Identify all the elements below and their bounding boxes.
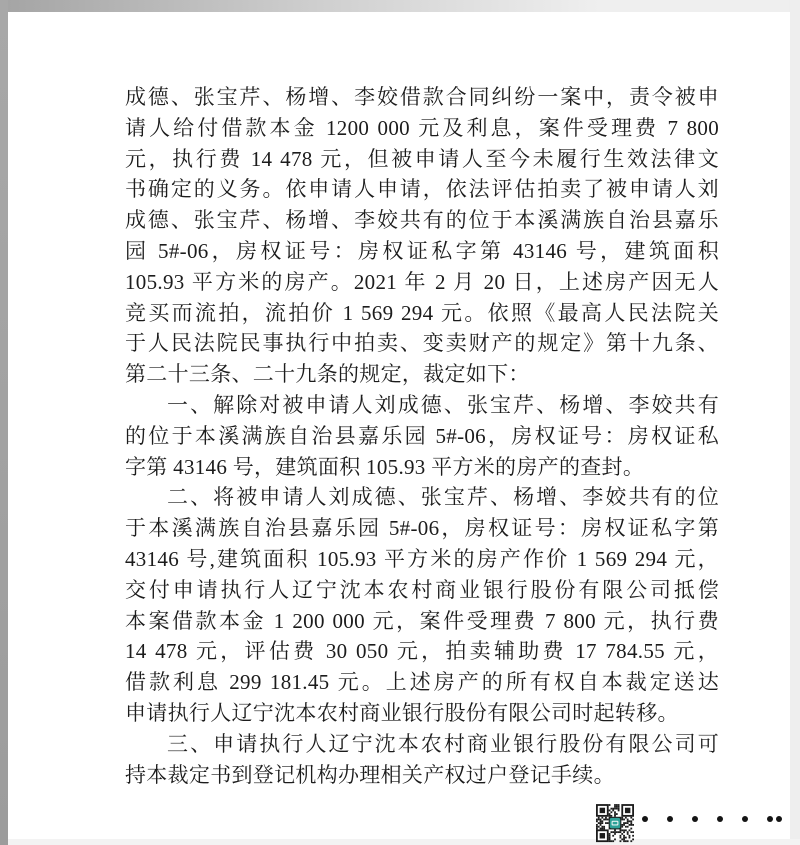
document-line: 成德、张宝芹、杨增、李姣借款合同纠纷一案中，责令被申 [125, 85, 719, 109]
dot [776, 816, 782, 822]
document-line: 43146 号,建筑面积 105.93 平方米的房产作价 1 569 294 元， [125, 546, 719, 571]
dot-group [717, 816, 726, 822]
document-line: 借款利息 299 181.45 元。上述房产的所有权自本裁定送达 [125, 670, 719, 695]
dot-group [642, 816, 651, 822]
document-line: 的位于本溪满族自治县嘉乐园 5#-06，房权证号：房权证私 [125, 423, 719, 448]
dot-group [692, 816, 701, 822]
document-line: 持本裁定书到登记机构办理相关产权过户登记手续。 [125, 762, 615, 787]
scan-frame-right [789, 0, 800, 845]
document-line: 交付申请执行人辽宁沈本农村商业银行股份有限公司抵偿 [125, 577, 719, 602]
document-line: 于人民法院民事执行中拍卖、变卖财产的规定》第十九条、 [125, 331, 719, 356]
document-line: 书确定的义务。依申请人申请，依法评估拍卖了被申请人刘 [125, 177, 719, 202]
dot [642, 816, 648, 822]
document-line: 一、解除对被申请人刘成德、张宝芹、杨增、李姣共有 [167, 392, 719, 417]
dot [692, 816, 698, 822]
dot [742, 816, 748, 822]
ruling-text [125, 82, 719, 790]
document-line: 105.93 平方米的房产。2021 年 2 月 20 日，上述房产因无人 [125, 269, 719, 294]
dot-group [767, 816, 785, 822]
scan-frame-top [0, 0, 800, 12]
ellipsis-dots [642, 815, 800, 823]
document-line: 于本溪满族自治县嘉乐园 5#-06，房权证号：房权证私字第 [125, 516, 719, 541]
qr-code-icon [596, 804, 634, 844]
document-line: 请人给付借款本金 1200 000 元及利息，案件受理费 7 800 [125, 115, 719, 140]
dot-group [742, 816, 751, 822]
document-line: 字第 43146 号，建筑面积 105.93 平方米的房产的查封。 [125, 454, 645, 479]
dot [767, 816, 773, 822]
scan-frame-left [0, 0, 8, 845]
document-page [8, 12, 790, 839]
document-line: 二、将被申请人刘成德、张宝芹、杨增、李姣共有的位 [167, 485, 719, 510]
document-line: 申请执行人辽宁沈本农村商业银行股份有限公司时起转移。 [125, 700, 679, 725]
document-line: 三、申请执行人辽宁沈本农村商业银行股份有限公司可 [167, 731, 719, 756]
document-line: 元，执行费 14 478 元，但被申请人至今未履行生效法律文 [125, 146, 719, 171]
document-line: 本案借款本金 1 200 000 元，案件受理费 7 800 元，执行费 [125, 608, 719, 633]
document-line: 园 5#-06，房权证号：房权证私字第 43146 号，建筑面积 [125, 238, 719, 263]
scan-frame-bottom [0, 839, 800, 845]
document-line: 14 478 元，评估费 30 050 元，拍卖辅助费 17 784.55 元， [125, 639, 719, 664]
document-line: 成德、张宝芹、杨增、李姣共有的位于本溪满族自治县嘉乐 [125, 208, 719, 233]
dot [667, 816, 673, 822]
document-line: 第二十三条、二十九条的规定，裁定如下： [125, 362, 530, 387]
document-line: 竞买而流拍，流拍价 1 569 294 元。依照《最高人民法院关 [125, 300, 719, 325]
dot [717, 816, 723, 822]
dot-group [667, 816, 676, 822]
